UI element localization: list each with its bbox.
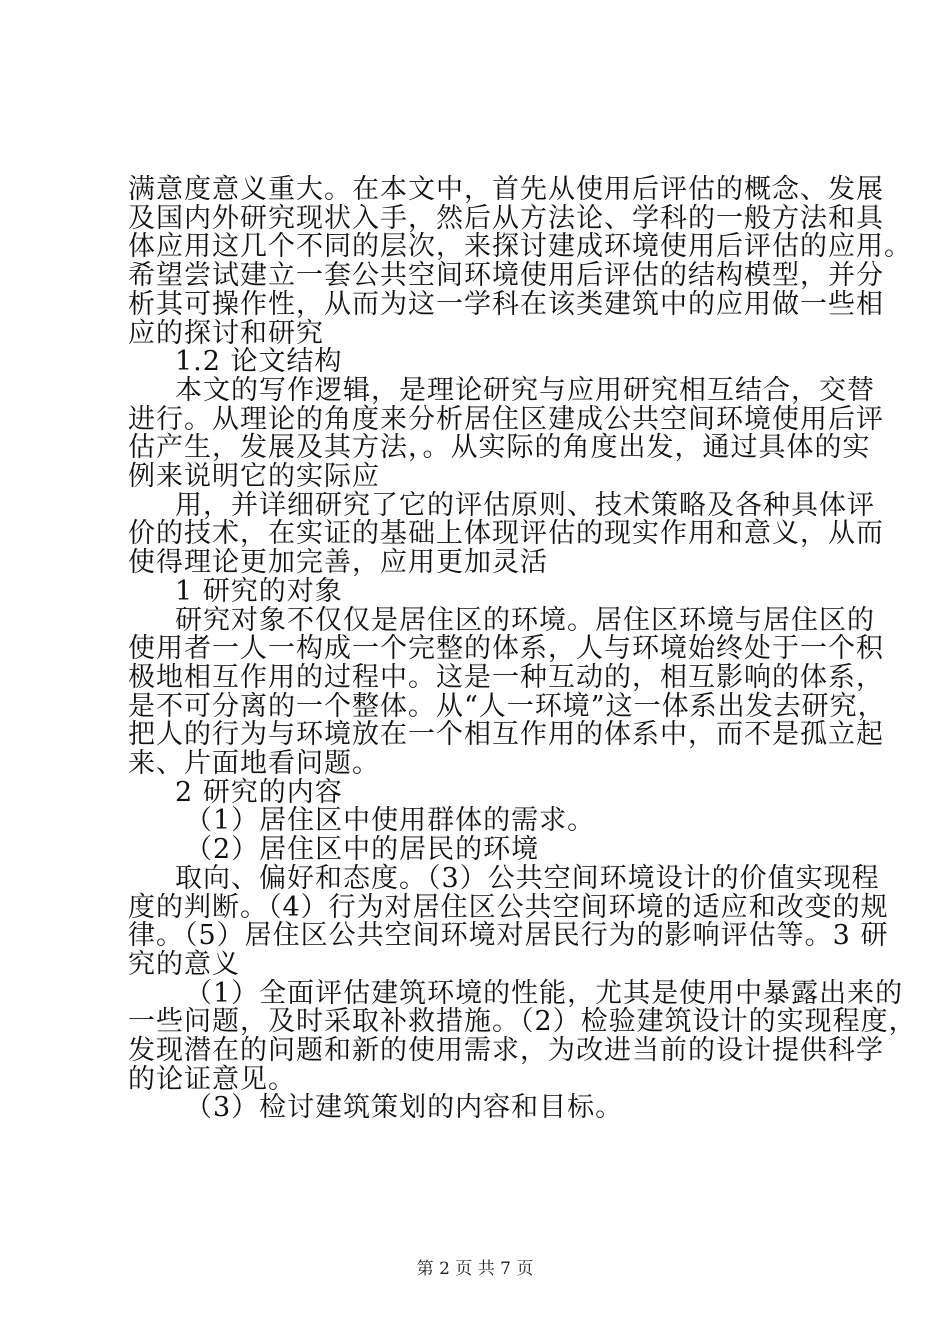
- text-line: 把人的行为与环境放在一个相互作用的体系中，而不是孤立起: [128, 719, 884, 750]
- section-heading: 1 研究的对象: [175, 576, 343, 607]
- text-line: 是不可分离的一个整体。从“人一环境”这一体系出发去研究，: [128, 691, 886, 722]
- text-line: 满意度意义重大。在本文中，首先从使用后评估的概念、发展: [128, 174, 884, 205]
- section-heading: 2 研究的内容: [175, 777, 343, 808]
- list-item: （3）检讨建筑策划的内容和目标。: [185, 1092, 624, 1123]
- text-line: 及国内外研究现状入手，然后从方法论、学科的一般方法和具: [128, 203, 884, 234]
- list-item: （1）全面评估建筑环境的性能，尤其是使用中暴露出来的: [185, 978, 904, 1009]
- text-line: 析其可操作性，从而为这一学科在该类建筑中的应用做一些相: [128, 289, 884, 320]
- text-line: 本文的写作逻辑，是理论研究与应用研究相互结合，交替: [175, 375, 875, 406]
- list-item: （1）居住区中使用群体的需求。: [185, 805, 596, 836]
- text-line: 极地相互作用的过程中。这是一种互动的，相互影响的体系，: [128, 662, 884, 693]
- text-line: 估产生，发展及其方法，。从实际的角度出发，通过具体的实: [128, 432, 871, 463]
- text-line: 体应用这几个不同的层次，来探讨建成环境使用后评估的应用。: [128, 231, 912, 262]
- text-line: 例来说明它的实际应: [128, 461, 380, 492]
- text-line: 究的意义: [128, 949, 240, 980]
- text-line: 进行。从理论的角度来分析居住区建成公共空间环境使用后评: [128, 404, 884, 435]
- text-line: 研究对象不仅仅是居住区的环境。居住区环境与居住区的: [175, 605, 875, 636]
- text-line: 发现潜在的问题和新的使用需求，为改进当前的设计提供科学: [128, 1035, 884, 1066]
- text-line: 的论证意见。: [128, 1064, 296, 1095]
- text-line: 一些问题，及时采取补救措施。（2）检验建筑设计的实现程度，: [128, 1006, 917, 1037]
- text-line: 使得理论更加完善，应用更加灵活: [128, 547, 548, 578]
- text-line: 应的探讨和研究: [128, 318, 324, 349]
- text-line: 价的技术，在实证的基础上体现评估的现实作用和意义，从而: [128, 518, 884, 549]
- text-line: 来、片面地看问题。: [128, 748, 380, 779]
- list-item: （2）居住区中的居民的环境: [185, 834, 540, 865]
- page-footer: 第 2 页 共 7 页: [416, 1259, 534, 1279]
- text-line: 用，并详细研究了它的评估原则、技术策略及各种具体评: [175, 490, 875, 521]
- section-heading: 1.2 论文结构: [175, 346, 343, 377]
- text-line: 律。（5）居住区公共空间环境对居民行为的影响评估等。3 研: [128, 920, 889, 951]
- text-line: 取向、偏好和态度。（3）公共空间环境设计的价值实现程: [175, 863, 880, 894]
- text-line: 度的判断。（4）行为对居住区公共空间环境的适应和改变的规: [128, 892, 889, 923]
- text-line: 希望尝试建立一套公共空间环境使用后评估的结构模型，并分: [128, 260, 884, 291]
- text-line: 使用者一人一构成一个完整的体系，人与环境始终处于一个积: [128, 633, 884, 664]
